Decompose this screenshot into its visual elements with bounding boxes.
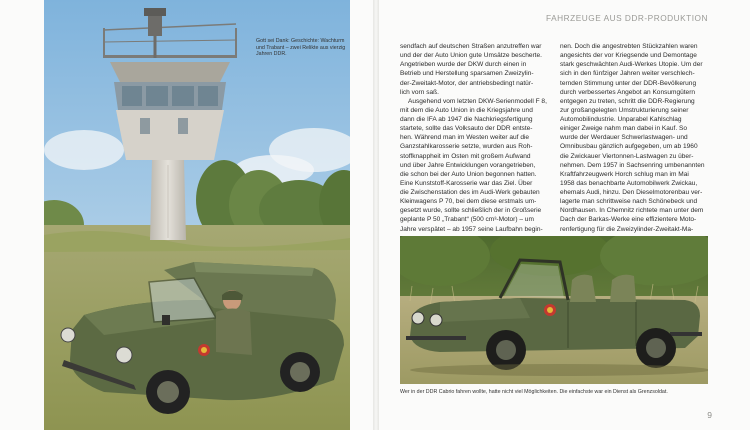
- text-line: geplante P 50 „Trabant“ (500 cm³-Motor) – um: [400, 216, 534, 224]
- text-line: und über Jahre Entwicklungen vorangetrieben,: [400, 161, 536, 169]
- text-line: 1958 das benachbarte Automobilwerk Zwickau,: [560, 179, 698, 187]
- text-column-2: [560, 42, 711, 234]
- text-line: lich vorn saß.: [400, 88, 439, 96]
- text-line: Nordhausen. In Chemnitz richtete man unter dem: [560, 207, 704, 215]
- watchtower-trabant-photo: [44, 0, 350, 430]
- trabant-cabrio-photo: [400, 236, 708, 384]
- text-line: durch verbessertes Angebot an Konsumgütern: [560, 88, 696, 96]
- text-line: zur großangelegten Umstrukturierung seiner: [560, 106, 689, 114]
- caption-line: Gott sei Dank: Geschichte: Wachturm: [256, 38, 345, 44]
- text-line: ehemals Audi, hinzu. Den Dieselmotorenbau ver-: [560, 189, 703, 196]
- page-number: 9: [707, 410, 712, 420]
- book-gutter: [373, 0, 379, 430]
- text-line: Ganzstahlkarosserie setzte, wurden aus Roh-: [400, 143, 533, 151]
- running-head: FAHRZEUGE AUS DDR-PRODUKTION: [546, 13, 708, 23]
- text-line: renfertigung für die Zweizylinder-Zweitakt-Ma-: [560, 225, 694, 233]
- text-line: sich in den fünfziger Jahren weiter verschlech-: [560, 70, 695, 78]
- text-line: stoffknappheit im Osten mit großem Aufwand: [400, 152, 531, 160]
- text-line: Betrieb und Herstellung sparsamen Zweizylin-: [400, 70, 534, 78]
- text-line: stark geschwächten Audi-Werkes Utopie. Um der: [560, 61, 703, 69]
- text-line: Jahre verspätet – ab 1957 seine Laufbahn begin-: [400, 225, 543, 233]
- text-line: die Zwischenstation des im Audi-Werk gebauten: [400, 189, 540, 196]
- text-line: lagerte man schrittweise nach Schönebeck und: [560, 198, 698, 206]
- text-line: der-Zweitakt-Motor, der antriebsbedingt natür-: [400, 79, 534, 87]
- text-line: Eine Kunststoff-Karosserie war das Ziel. Über: [400, 179, 533, 187]
- text-line: Omnibusbau gänzlich aufgegeben, um ab 1960: [560, 143, 698, 151]
- text-line: Angetrieben wurde der DKW durch einen in: [400, 61, 527, 69]
- text-line: und der der Auto Union gute Umsätze bescherte.: [400, 52, 542, 60]
- caption-line: Jahren DDR.: [256, 51, 287, 58]
- text-line: Dach der Barkas-Werke eine effizientere Moto-: [560, 216, 697, 224]
- text-line: wurde der Werdauer Schwerlastwagen- und: [560, 134, 688, 142]
- text-line: sendfach auf deutschen Straßen anzutreffen war: [400, 43, 542, 50]
- text-line: Automobilindustrie. Unparabel Kahlschlag: [560, 116, 682, 123]
- text-line: gesetzt wurde, sollte schließlich der in Großserie: [400, 207, 542, 215]
- caption-line: und Trabant – zwei Relikte aus vierzig: [256, 44, 346, 51]
- text-line: ternden Stimmung unter der DDR-Bevölkerung: [560, 79, 697, 87]
- left-photo-caption: [256, 38, 351, 58]
- text-line: Kleinwagens P 70, bei dem diese erstmals um-: [400, 198, 537, 206]
- text-line: nen. Doch die angestrebten Stückzahlen waren: [560, 43, 698, 50]
- text-line: hen. Während man im Westen weiter auf die: [400, 134, 530, 142]
- text-line: mit dem die Auto Union in die Kriegsjahre und: [400, 106, 533, 114]
- text-line: nehmen. Dem 1957 in Sachsenring umbenannten: [560, 161, 705, 169]
- text-line: die Zwickauer Viertonnen-Lastwagen zu über-: [560, 152, 694, 160]
- text-line: Ausgehend vom letzten DKW-Serienmodell F 8,: [408, 97, 547, 105]
- text-line: Kraftfahrzeugwerk Horch schlug man im Mai: [560, 170, 689, 178]
- text-line: startete, sollte das Volksauto der DDR entste-: [400, 125, 533, 133]
- text-line: angesichts der vor Kriegsende und Demontage: [560, 52, 697, 60]
- text-line: die schon bei der Auto Union begonnen hatten.: [400, 170, 537, 178]
- right-photo-caption: Wer in der DDR Cabrio fahren wollte, hatte nicht viel Möglichkeiten. Die einfachste war ein Dienst als Grenzsoldat.: [400, 389, 668, 395]
- text-line: einiger Zweige nahm man dabei in Kauf. So: [560, 125, 688, 133]
- text-line: dann die IFA ab 1947 die Nachkriegsfertigung: [400, 116, 533, 123]
- text-line: entgegen zu treten, schritt die DDR-Regierung: [560, 97, 695, 105]
- text-column-1: [400, 42, 551, 234]
